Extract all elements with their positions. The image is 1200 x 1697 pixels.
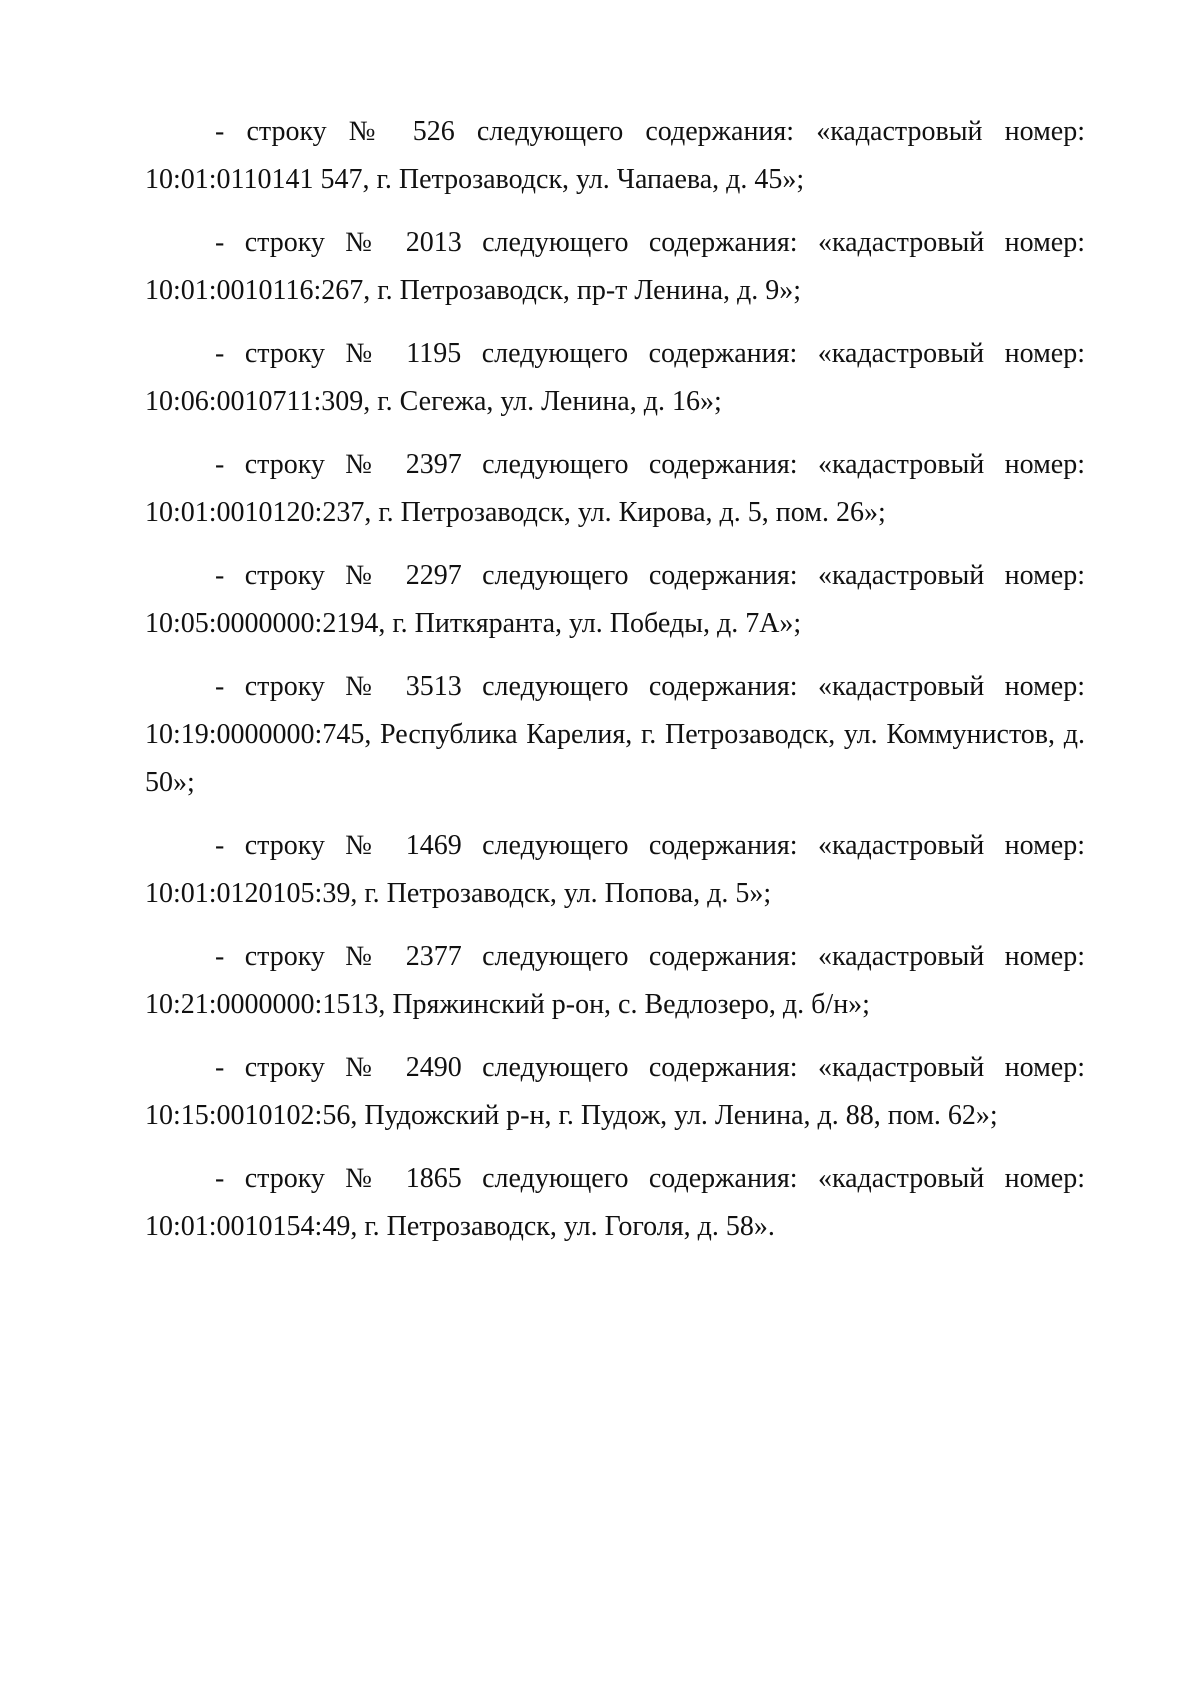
document-paragraph-8: - строку № 2377 следующего содержания: «кадастровый номер: 10:21:0000000:1513, Пряжинский р-он, с. Ведлозеро, д. б/н»; — [145, 941, 1085, 1020]
document-paragraph-3: - строку № 1195 следующего содержания: «кадастровый номер: 10:06:0010711:309, г. Сегежа, ул. Ленина, д. 16»; — [145, 338, 1085, 417]
document-paragraph-6: - строку № 3513 следующего содержания: «кадастровый номер: 10:19:0000000:745, Республика Карелия, г. Петрозаводск, ул. Коммунистов, д. 50»; — [145, 671, 1085, 798]
document-paragraph-9: - строку № 2490 следующего содержания: «кадастровый номер: 10:15:0010102:56, Пудожский р-н, г. Пудож, ул. Ленина, д. 88, пом. 62»; — [145, 1052, 1085, 1131]
document-paragraph-4: - строку № 2397 следующего содержания: «кадастровый номер: 10:01:0010120:237, г. Петрозаводск, ул. Кирова, д. 5, пом. 26»; — [145, 449, 1085, 528]
document-body — [145, 108, 1085, 1266]
document-paragraph-5: - строку № 2297 следующего содержания: «кадастровый номер: 10:05:0000000:2194, г. Питкяранта, ул. Победы, д. 7А»; — [145, 560, 1085, 639]
document-paragraph-7: - строку № 1469 следующего содержания: «кадастровый номер: 10:01:0120105:39, г. Петрозаводск, ул. Попова, д. 5»; — [145, 830, 1085, 909]
document-paragraph-2: - строку № 2013 следующего содержания: «кадастровый номер: 10:01:0010116:267, г. Петрозаводск, пр-т Ленина, д. 9»; — [145, 227, 1085, 306]
document-paragraph-1: - строку № 526 следующего содержания: «кадастровый номер: 10:01:0110141 547, г. Петрозаводск, ул. Чапаева, д. 45»; — [145, 116, 1085, 195]
document-paragraph-10: - строку № 1865 следующего содержания: «кадастровый номер: 10:01:0010154:49, г. Петрозаводск, ул. Гоголя, д. 58». — [145, 1163, 1085, 1242]
